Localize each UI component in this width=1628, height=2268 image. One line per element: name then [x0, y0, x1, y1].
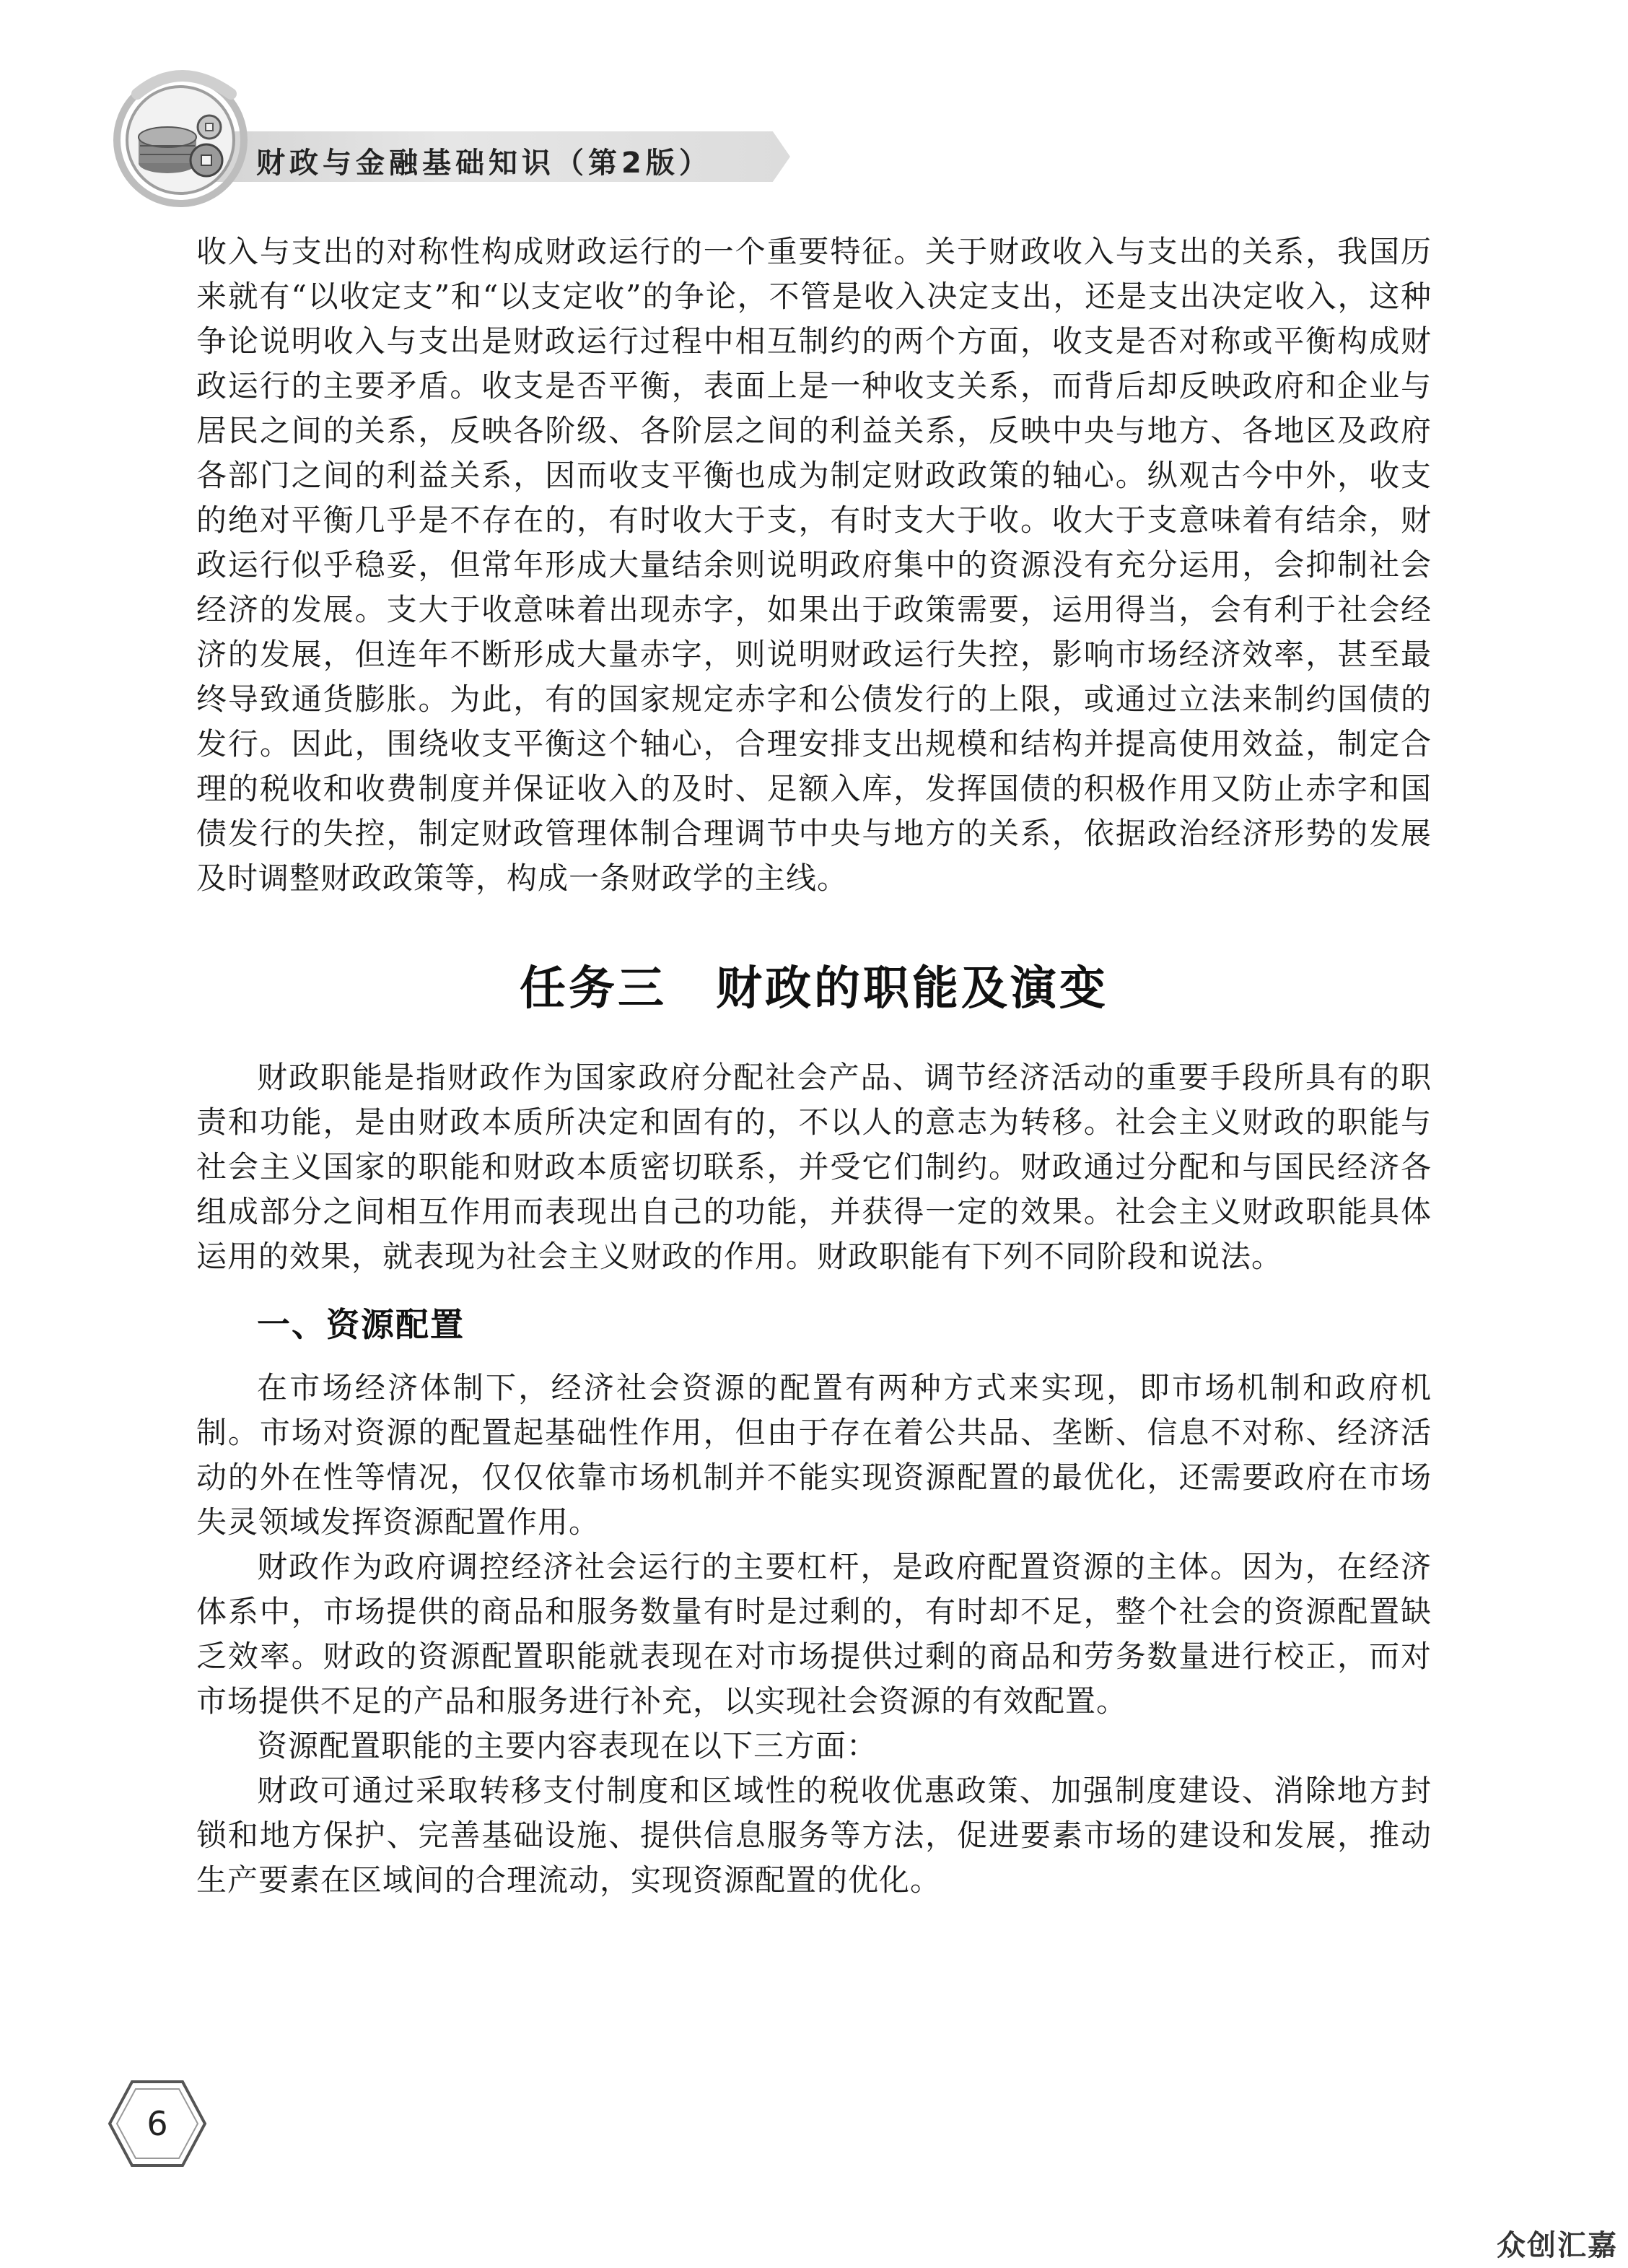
- intro-paragraph: 收入与支出的对称性构成财政运行的一个重要特征。关于财政收入与支出的关系，我国历来就有“以收定支”和“以支定收”的争论，不管是收入决定支出，还是支出决定收入，这种争论说明收入与支出是财政运行过程中相互制约的两个方面，收支是否对称或平衡构成财政运行的主要矛盾。收支是否平衡，表面上是一种收支关系，而背后却反映政府和企业与居民之间的关系，反映各阶级、各阶层之间的利益关系，反映中央与地方、各地区及政府各部门之间的利益关系，因而收支平衡也成为制定财政政策的轴心。纵观古今中外，收支的绝对平衡几乎是不存在的，有时收大于支，有时支大于收。收大于支意味着有结余，财政运行似乎稳妥，但常年形成大量结余则说明政府集中的资源没有充分运用，会抑制社会经济的发展。支大于收意味着出现赤字，如果出于政策需要，运用得当，会有利于社会经济的发展，但连年不断形成大量赤字，则说明财政运行失控，影响市场经济效率，甚至最终导致通货膨胀。为此，有的国家规定赤字和公债发行的上限，或通过立法来制约国债的发行。因此，围绕收支平衡这个轴心，合理安排支出规模和结构并提高使用效益，制定合理的税收和收费制度并保证收入的及时、足额入库，发挥国债的积极作用又防止赤字和国债发行的失控，制定财政管理体制合理调节中央与地方的关系，依据政治经济形势的发展及时调整财政政策等，构成一条财政学的主线。: [196, 234, 1432, 896]
- section-paragraph: 财政作为政府调控经济社会运行的主要杠杆，是政府配置资源的主体。因为，在经济体系中，市场提供的商品和服务数量有时是过剩的，有时却不足，整个社会的资源配置缺乏效率。财政的资源配置职能就表现在对市场提供过剩的商品和劳务数量进行校正，而对市场提供不足的产品和服务进行补充，以实现社会资源的有效配置。: [196, 1549, 1432, 1719]
- section-paragraph: 资源配置职能的主要内容表现在以下三方面：: [257, 1728, 878, 1763]
- task-title: 任务三 财政的职能及演变: [520, 962, 1108, 1016]
- watermark: 众创汇嘉: [1497, 2229, 1618, 2262]
- book-title: 财政与金融基础知识（第2版）: [256, 147, 712, 180]
- page-content: [196, 230, 1432, 1903]
- page-number-badge: [107, 2079, 208, 2168]
- task-intro-paragraph: 财政职能是指财政作为国家政府分配社会产品、调节经济活动的重要手段所具有的职责和功能，是由财政本质所决定和固有的，不以人的意志为转移。社会主义财政的职能与社会主义国家的职能和财政本质密切联系，并受它们制约。财政通过分配和与国民经济各组成部分之间相互作用而表现出自己的功能，并获得一定的效果。社会主义财政职能具体运用的效果，就表现为社会主义财政的作用。财政职能有下列不同阶段和说法。: [196, 1060, 1432, 1274]
- section-paragraph: 在市场经济体制下，经济社会资源的配置有两种方式来实现，即市场机制和政府机制。市场对资源的配置起基础性作用，但由于存在着公共品、垄断、信息不对称、经济活动的外在性等情况，仅仅依靠市场机制并不能实现资源配置的最优化，还需要政府在市场失灵领域发挥资源配置作用。: [196, 1370, 1432, 1540]
- section-paragraph: 财政可通过采取转移支付制度和区域性的税收优惠政策、加强制度建设、消除地方封锁和地方保护、完善基础设施、提供信息服务等方法，促进要素市场的建设和发展，推动生产要素在区域间的合理流动，实现资源配置的优化。: [196, 1773, 1432, 1898]
- coins-logo-icon: [108, 65, 253, 209]
- page-number: 6: [146, 2104, 168, 2143]
- page-header: [108, 65, 712, 209]
- section-heading: 一、资源配置: [257, 1305, 465, 1344]
